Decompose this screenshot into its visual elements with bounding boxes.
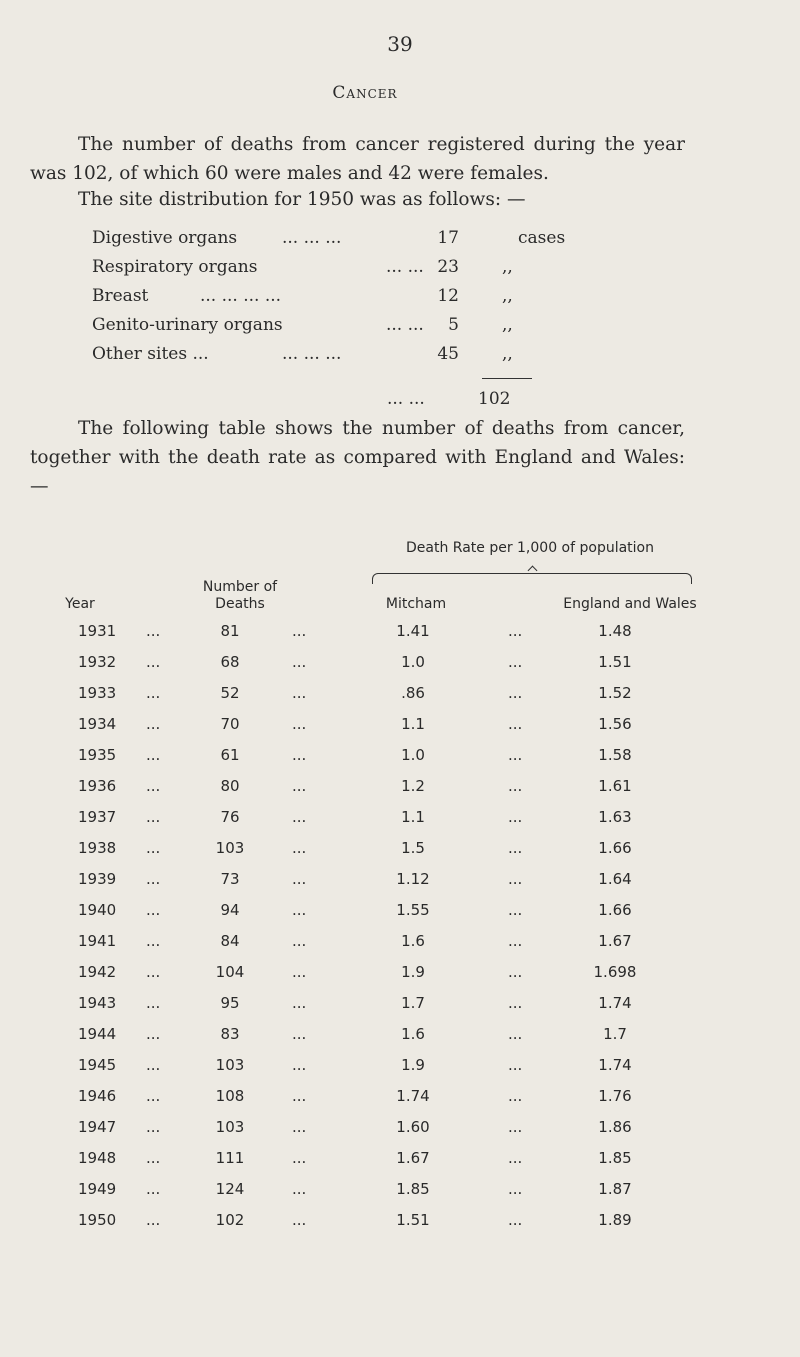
table-row [0,1211,800,1241]
site-intro-paragraph: The site distribution for 1950 was as follows: — [78,189,526,210]
year-cell: 1940 [78,901,117,919]
leader-dots: ... [146,653,161,671]
leader-dots: ... [508,1025,523,1043]
leader-dots: ... [292,1180,307,1198]
mitcham-rate-cell: 1.6 [401,1025,425,1043]
leader-dots: ... [292,901,307,919]
leader-dots: ... [292,622,307,640]
year-cell: 1947 [78,1118,117,1136]
year-cell: 1933 [78,684,117,702]
total-rule [482,378,532,379]
table-row [0,901,800,931]
site-count: 12 [437,286,459,306]
england-wales-rate-cell: 1.67 [598,932,632,950]
mitcham-rate-cell: 1.6 [401,932,425,950]
table-row [0,839,800,869]
site-row [92,315,612,344]
site-row [92,344,612,373]
leader-dots: ... [292,1025,307,1043]
leader-dots: ... [508,684,523,702]
england-wales-rate-cell: 1.51 [598,653,632,671]
year-cell: 1938 [78,839,117,857]
table-row [0,1180,800,1210]
column-header-england-wales: England and Wales [563,596,697,612]
year-cell: 1936 [78,777,117,795]
year-cell: 1942 [78,963,117,981]
mitcham-rate-cell: 1.55 [396,901,430,919]
england-wales-rate-cell: 1.48 [598,622,632,640]
leader-dots: ... [292,963,307,981]
leader-dots: ... [292,808,307,826]
deaths-cell: 108 [215,1087,245,1105]
mitcham-rate-cell: 1.0 [401,746,425,764]
leader-dots: ... [292,1211,307,1229]
mitcham-rate-cell: 1.7 [401,994,425,1012]
leader-dots: ... [146,808,161,826]
mitcham-rate-cell: 1.85 [396,1180,430,1198]
deaths-cell: 83 [220,1025,240,1043]
england-wales-rate-cell: 1.87 [598,1180,632,1198]
leader-dots: ... [508,777,523,795]
site-label: Genito-urinary organs [92,315,283,335]
sites-total: 102 [478,389,511,409]
intro-paragraph: The number of deaths from cancer registered during the year was 102, of which 60 were males and 42 were females. [30,134,685,184]
leader-dots: ... [292,839,307,857]
leader-dots: ... [292,684,307,702]
england-wales-rate-cell: 1.66 [598,901,632,919]
england-wales-rate-cell: 1.56 [598,715,632,733]
year-cell: 1945 [78,1056,117,1074]
year-cell: 1950 [78,1211,117,1229]
england-wales-rate-cell: 1.74 [598,994,632,1012]
leader-dots: ... [508,808,523,826]
deaths-cell: 103 [215,1118,245,1136]
leader-dots: ... [146,1180,161,1198]
leader-dots: ... [508,622,523,640]
table-row [0,1118,800,1148]
section-heading: Cancer [332,83,398,103]
year-cell: 1943 [78,994,117,1012]
leader-dots: ... [146,963,161,981]
leader-dots: ... [508,746,523,764]
leader-dots: ... [508,1180,523,1198]
site-count: 23 [437,257,459,277]
deaths-cell: 103 [215,1056,245,1074]
year-cell: 1939 [78,870,117,888]
leader-dots: ... [508,994,523,1012]
year-cell: 1935 [78,746,117,764]
leader-dots: ... [146,994,161,1012]
deaths-cell: 104 [215,963,245,981]
year-cell: 1931 [78,622,117,640]
leader-dots: ... [146,777,161,795]
column-header-year: Year [65,596,95,612]
site-count: 45 [437,344,459,364]
deaths-cell: 80 [220,777,240,795]
mitcham-rate-cell: 1.60 [396,1118,430,1136]
deaths-cell: 68 [220,653,240,671]
site-unit: ,, [502,257,513,277]
table-row [0,1087,800,1117]
mitcham-rate-cell: 1.2 [401,777,425,795]
site-row [92,286,612,315]
deaths-cell: 124 [215,1180,245,1198]
mitcham-rate-cell: 1.1 [401,715,425,733]
year-cell: 1937 [78,808,117,826]
leader-dots: ... [292,870,307,888]
leader-dots: ... [146,1056,161,1074]
leader-dots: ... ... ... [282,228,342,248]
site-unit: cases [518,228,566,248]
england-wales-rate-cell: 1.64 [598,870,632,888]
leader-dots: ... [292,715,307,733]
leader-dots: ... [292,1056,307,1074]
england-wales-rate-cell: 1.61 [598,777,632,795]
leader-dots: ... ... [387,389,425,409]
leader-dots: ... [508,1118,523,1136]
column-header-deaths: Number of Deaths [202,579,278,612]
table-row [0,715,800,745]
leader-dots: ... [146,684,161,702]
england-wales-rate-cell: 1.85 [598,1149,632,1167]
leader-dots: ... [146,932,161,950]
deaths-cell: 102 [215,1211,245,1229]
deaths-cell: 76 [220,808,240,826]
mitcham-rate-cell: 1.51 [396,1211,430,1229]
leader-dots: ... ... ... ... [200,286,282,306]
leader-dots: ... [508,1056,523,1074]
table-row [0,653,800,683]
leader-dots: ... [292,1149,307,1167]
leader-dots: ... [292,994,307,1012]
site-label: Digestive organs [92,228,238,248]
deaths-cell: 70 [220,715,240,733]
year-cell: 1948 [78,1149,117,1167]
leader-dots: ... [508,870,523,888]
deaths-cell: 103 [215,839,245,857]
mitcham-rate-cell: 1.9 [401,1056,425,1074]
table-row [0,808,800,838]
site-unit: ,, [502,286,513,306]
table-row [0,622,800,652]
year-cell: 1944 [78,1025,117,1043]
mitcham-rate-cell: 1.74 [396,1087,430,1105]
deaths-cell: 111 [215,1149,245,1167]
leader-dots: ... [292,653,307,671]
england-wales-rate-cell: 1.76 [598,1087,632,1105]
leader-dots: ... [508,653,523,671]
table-row [0,684,800,714]
leader-dots: ... ... [386,315,424,335]
year-cell: 1932 [78,653,117,671]
leader-dots: ... [292,932,307,950]
deaths-cell: 95 [220,994,240,1012]
england-wales-rate-cell: 1.7 [603,1025,627,1043]
site-label: Breast [92,286,149,306]
leader-dots: ... [508,932,523,950]
death-rate-group-header: Death Rate per 1,000 of population [405,540,654,556]
leader-dots: ... [292,746,307,764]
england-wales-rate-cell: 1.58 [598,746,632,764]
table-row [0,932,800,962]
deaths-cell: 52 [220,684,240,702]
site-label: Respiratory organs [92,257,258,277]
site-row [92,228,612,257]
mitcham-rate-cell: 1.9 [401,963,425,981]
deaths-cell: 73 [220,870,240,888]
england-wales-rate-cell: 1.74 [598,1056,632,1074]
leader-dots: ... ... [386,257,424,277]
leader-dots: ... [292,777,307,795]
mitcham-rate-cell: 1.12 [396,870,430,888]
leader-dots: ... [508,901,523,919]
site-label: Other sites ... [92,344,209,364]
leader-dots: ... [146,622,161,640]
mitcham-rate-cell: 1.67 [396,1149,430,1167]
leader-dots: ... [146,839,161,857]
leader-dots: ... [508,1087,523,1105]
site-unit: ,, [502,344,513,364]
site-row [92,257,612,286]
leader-dots: ... [146,901,161,919]
england-wales-rate-cell: 1.63 [598,808,632,826]
mitcham-rate-cell: 1.1 [401,808,425,826]
deaths-cell: 84 [220,932,240,950]
leader-dots: ... [146,1118,161,1136]
leader-dots: ... [292,1087,307,1105]
table-row [0,870,800,900]
year-cell: 1946 [78,1087,117,1105]
year-cell: 1941 [78,932,117,950]
leader-dots: ... [508,1211,523,1229]
england-wales-rate-cell: 1.52 [598,684,632,702]
table-row [0,746,800,776]
leader-dots: ... [508,963,523,981]
table-row [0,777,800,807]
page-number: 39 [387,32,413,56]
leader-dots: ... [146,746,161,764]
mitcham-rate-cell: 1.0 [401,653,425,671]
table-row [0,963,800,993]
england-wales-rate-cell: 1.66 [598,839,632,857]
column-header-mitcham: Mitcham [385,596,447,612]
table-row [0,994,800,1024]
leader-dots: ... [146,1025,161,1043]
site-unit: ,, [502,315,513,335]
leader-dots: ... [146,1211,161,1229]
mitcham-rate-cell: 1.41 [396,622,430,640]
deaths-cell: 94 [220,901,240,919]
england-wales-rate-cell: 1.89 [598,1211,632,1229]
leader-dots: ... [146,1087,161,1105]
leader-dots: ... [292,1118,307,1136]
mitcham-rate-cell: .86 [401,684,425,702]
table-row [0,1025,800,1055]
leader-dots: ... [508,715,523,733]
year-cell: 1949 [78,1180,117,1198]
leader-dots: ... [146,870,161,888]
deaths-cell: 81 [220,622,240,640]
leader-dots: ... [146,1149,161,1167]
table-intro-paragraph: The following table shows the number of deaths from cancer, together with the death rate as compared with England and Wales: — [30,418,685,497]
mitcham-rate-cell: 1.5 [401,839,425,857]
leader-dots: ... [508,839,523,857]
leader-dots: ... ... ... [282,344,342,364]
leader-dots: ... [508,1149,523,1167]
leader-dots: ... [146,715,161,733]
year-cell: 1934 [78,715,117,733]
site-count: 5 [448,315,459,335]
site-count: 17 [437,228,459,248]
deaths-cell: 61 [220,746,240,764]
table-row [0,1056,800,1086]
table-row [0,1149,800,1179]
england-wales-rate-cell: 1.698 [593,963,637,981]
england-wales-rate-cell: 1.86 [598,1118,632,1136]
